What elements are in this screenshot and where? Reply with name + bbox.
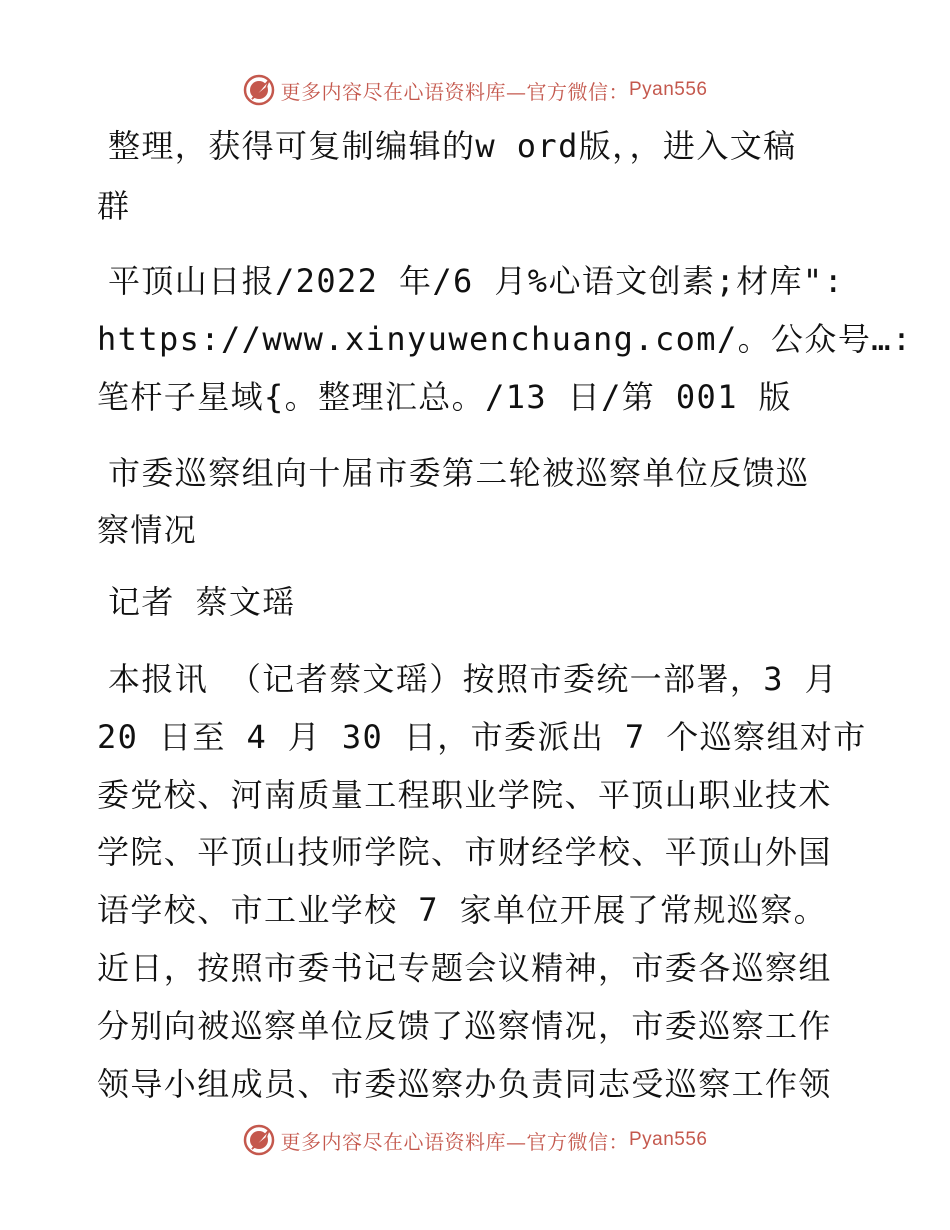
- header-wechat-id: Pyan556: [628, 79, 708, 100]
- source-line-2: https://www.xinyuwenchuang.com/。公众号…:: [97, 320, 913, 358]
- headline-line-2: 察情况: [97, 511, 198, 549]
- headline-line-1: 市委巡察组向十届市委第二轮被巡察单位反馈巡: [108, 454, 810, 492]
- header-banner-text: 更多内容尽在心语资料库—官方微信：: [280, 79, 629, 104]
- intro-line-2: 群: [97, 187, 131, 225]
- body-line-3: 委党校、河南质量工程职业学院、平顶山职业技术: [97, 776, 832, 814]
- quill-logo-icon: [242, 73, 276, 107]
- footer-wechat-id: Pyan556: [628, 1129, 708, 1150]
- intro-line-1: 整理，获得可复制编辑的w ord版，，进入文稿: [108, 127, 797, 165]
- body-line-6: 近日，按照市委书记专题会议精神，市委各巡察组: [97, 949, 832, 987]
- source-line-1: 平顶山日报/2022 年/6 月%心语文创素;材库":: [108, 262, 845, 300]
- body-line-1: 本报讯 （记者蔡文瑶）按照市委统一部署，3 月: [108, 660, 838, 698]
- body-line-2: 20 日至 4 月 30 日，市委派出 7 个巡察组对市: [97, 718, 867, 756]
- footer-banner-text: 更多内容尽在心语资料库—官方微信：: [280, 1129, 629, 1154]
- quill-logo-icon: [242, 1123, 276, 1157]
- footer-banner: [0, 1122, 950, 1158]
- body-line-5: 语学校、市工业学校 7 家单位开展了常规巡察。: [97, 891, 827, 929]
- body-line-4: 学院、平顶山技师学院、市财经学校、平顶山外国: [97, 833, 832, 871]
- byline: 记者 蔡文瑶: [108, 583, 296, 621]
- body-line-7: 分别向被巡察单位反馈了巡察情况，市委巡察工作: [97, 1007, 832, 1045]
- body-line-8: 领导小组成员、市委巡察办负责同志受巡察工作领: [97, 1065, 832, 1103]
- header-banner: [0, 72, 950, 108]
- source-line-3: 笔杆子星域{。整理汇总。/13 日/第 001 版: [97, 378, 792, 416]
